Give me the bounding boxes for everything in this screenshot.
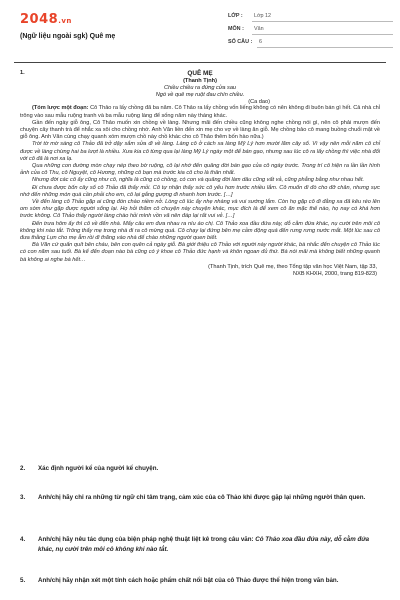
- meta-row-class: LỚP : Lớp 12: [228, 10, 393, 23]
- paragraph: Đến trưa hôm ấy thì cô về đến nhà. Mấy câu em đưa nhau ra níu áo chị. Cô Thảo xoa đầu đứa này, dỗ cằm đứa khác, nụ cười trên môi cô không khi nào tắt. Trông thấy mẹ trong nhà đi ra cô mừng quá. Cô chạy lại đứng bên mẹ cảm động quá đến rưng rưng nước mắt. Một lúc sau cô đưa thằng Lựn cho mẹ ẵm rồi đi thăng vào nhà để chào những người quen biết.: [20, 220, 380, 242]
- passage-block: [20, 70, 380, 278]
- page-header: [0, 0, 400, 60]
- passage-author: (Thanh Tịnh): [183, 78, 217, 84]
- site-logo[interactable]: 2048.vn: [20, 12, 72, 27]
- paragraph: Nhưng đời các cô ấy cũng như cô, nghĩa là cũng có chồng, có con và quãng đời làm dâu cũng vất vả, cũng phẳng bằng như nhau hết.: [32, 177, 365, 184]
- paragraph: Bà Văn cứ quấn quít bên cháu, bên con quên cả ngày giỗ. Bà giới thiệu cô Thảo với người này người khác, bà nhắc đến chuyện cô Thảo lúc có con năm sau tuổi. Bà kể đến đoạn nào bà cũng có ý khoe cô Thảo đức hạnh và khôn ngoan đủ thứ. Bà nói mãi mà không biết những quanh bà không ai nghe bà hết…: [20, 242, 380, 263]
- summary-paragraph: (Tóm lược một đoạn: Cô Thảo ra lấy chồng đã ba năm. Cô Thảo ra lấy chồng vốn liếng không có nên không đi buôn bán gì hết. Cả nhà chỉ trông vào sau mẫu ruộng tranh và ba mẫu ruộng làng để sống năm này tháng khác.: [20, 105, 381, 119]
- paragraph: Đi chưa được bốn cây số cô Thảo đã thấy mỏi. Cô tự nhận thấy sức cô yếu hơn trước nhiều lắm. Cô muốn đi đò cho đỡ chân, nhưng sực nhớ đến những món quà cần phải cho em, cô lại gắng gượng đi nhanh hơn trước. […]: [20, 184, 380, 198]
- epigraph-line: Chiều chiều ra đứng cửa sau: [163, 85, 237, 91]
- epigraph-line: Ngó về quê mẹ ruột đau chín chiều.: [155, 91, 245, 98]
- passage-title: QUÊ MẸ: [187, 70, 213, 77]
- header-divider: [14, 62, 386, 63]
- paragraph: Gần đến ngày giỗ ông, Cô Thảo muốn xin chồng về làng. Nhưng mãi đến chiều cũng không nghe chồng nói gì, nên cô phải mượn đến chuyện cây thanh trà để nhắc xa xôi cho chồng nhớ. Anh Văn liền đến xin mẹ cho vợ về làng ăn giỗ. Mẹ chồng bảo cô mang buồng chuối mật về giỗ ông. Anh Văn cùng chạy quanh xóm mượn chồ này chồ khác cho cô Thảo thêm bốn hào nữa.): [20, 119, 380, 141]
- paragraph: Trời tờ mờ sáng cô Thảo đã trở dậy sắm sửa đi về làng. Làng cô ở cách xa làng Mỹ Lý hơn mười lăm cây số. Vì vậy nên mỗi năm cô chỉ được về làng chừng hai ba lượt là nhiều. Xưa kia cô từng qua lại làng Mỹ Lý ngày một để bán gạo, nhưng sau lúc cô ra lấy chồng thì việc nhà đổi với cô đã là nơi xa lạ.: [20, 141, 380, 162]
- paragraph: Về đến làng cô Thảo gặp ai cũng đón chào niềm nở. Lòng cô lúc ấy nhẹ nhàng và vui sướng lắm. Còn họ gặp cô đi đằng xa đã kêu réo lên om sòm như gặp được người sống lại. Họ hỏi thăm cô chuyện này chuyện khác, mục đích là để xem cô ăn mặc thế nào, họ nay có khá hơn trước không. Cô Thảo thấy người làng chào hỏi mình vồn vã nên đáp lại rất vui vẻ. […]: [20, 199, 380, 220]
- meta-info: [228, 10, 393, 49]
- meta-row-subject: MÔN : Văn: [228, 23, 393, 36]
- meta-row-count: SỐ CÂU : 6: [228, 36, 393, 49]
- source-reference: (Thanh Tịnh, trích Quê mẹ, theo Tổng tập văn học Việt Nam, tập 33,: [208, 263, 377, 270]
- epigraph-source: (Ca dao): [248, 98, 270, 105]
- page-subtitle: (Ngữ liệu ngoài sgk) Quê mẹ: [20, 33, 116, 40]
- source-reference: NXB KHXH, 2000, trang 819-823): [293, 270, 377, 277]
- paragraph: Qua những con đường mòn chạy nép theo bờ ruộng, cô lại nhớ đến quãng đời bán gạo của cô ngày trước. Trong trí cô hiện ra lần lần hình ảnh của cô Thu, cô Nguyệt, cô Hương, những cô bạn mà trước kia cô cho là thân nhất.: [20, 163, 380, 177]
- passage-number: 1.: [20, 70, 25, 76]
